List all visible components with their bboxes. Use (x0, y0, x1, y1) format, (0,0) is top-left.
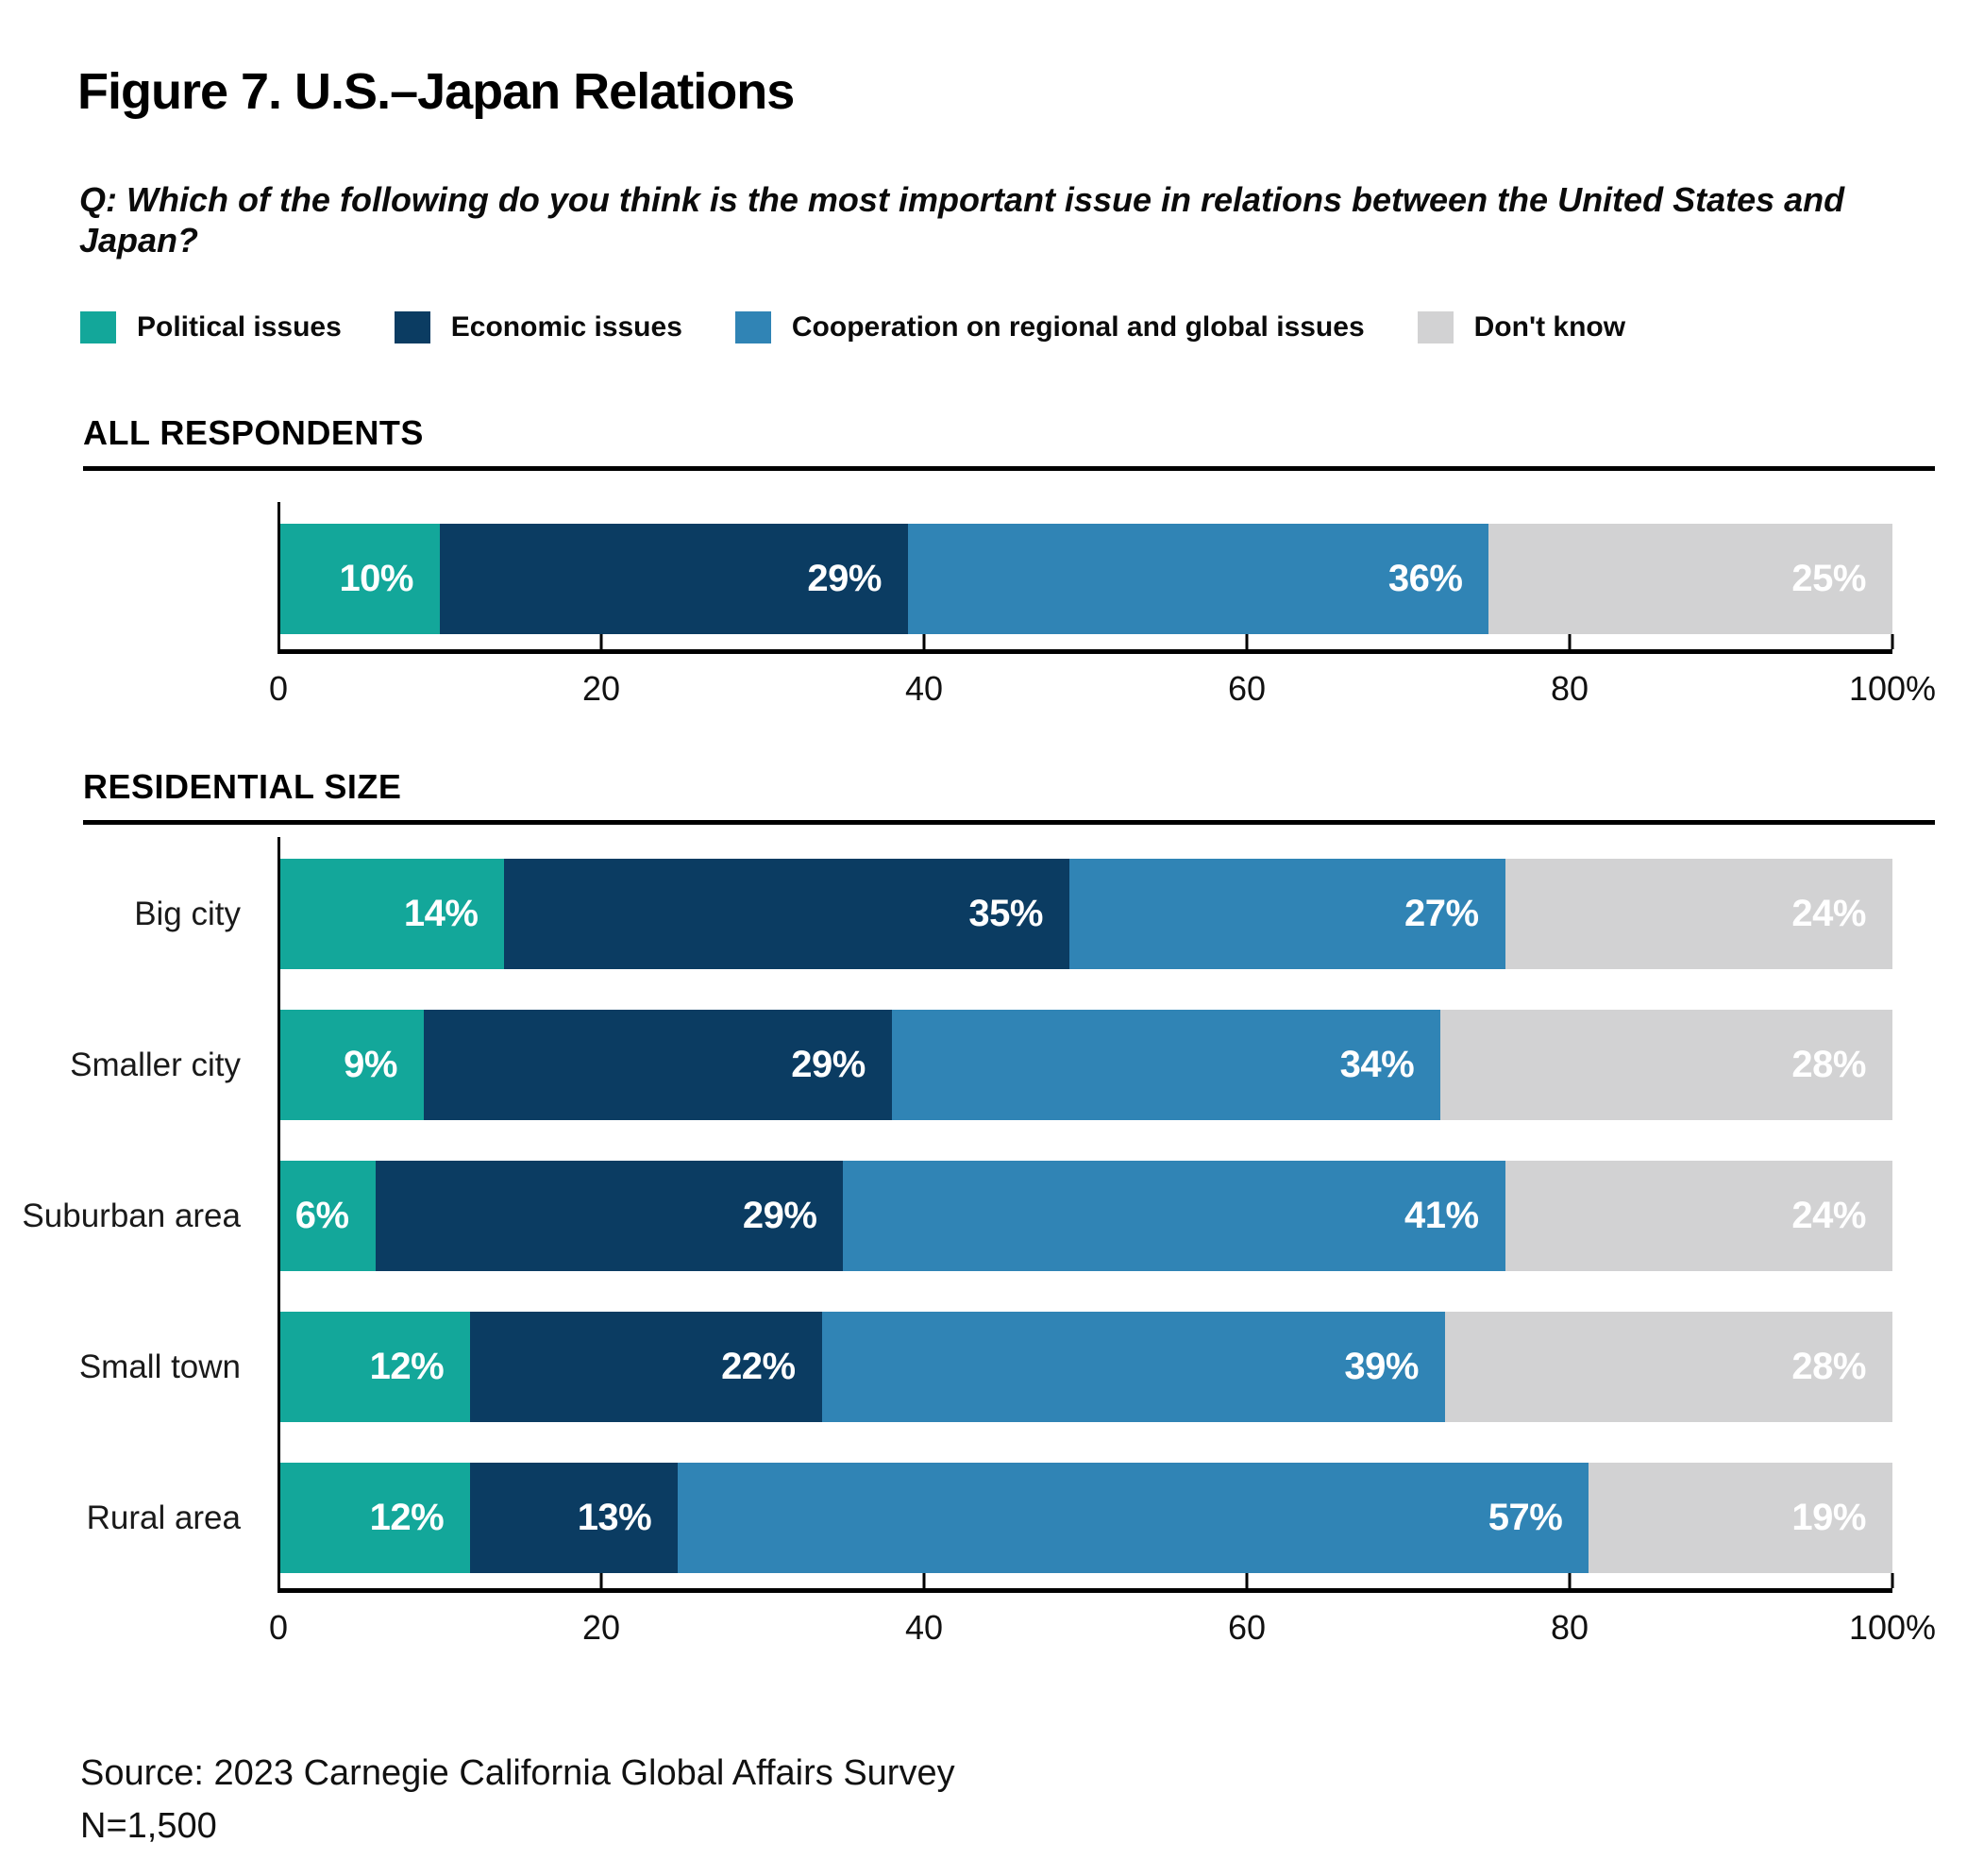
bar-segment (1505, 1161, 1892, 1271)
axis-tick-label: 60 (1227, 1608, 1267, 1648)
bar-row (86, 1463, 1892, 1573)
segment-value-label: 14% (403, 893, 479, 935)
bar-segment (376, 1161, 844, 1271)
bar-segment (1440, 1010, 1892, 1120)
axis-tick-label: 0 (268, 669, 289, 709)
bar-segment (1589, 1463, 1892, 1573)
segment-value-label: 29% (791, 1044, 866, 1086)
bar-segment (278, 1463, 470, 1573)
bar-row (278, 524, 1892, 634)
bar-segment (470, 1463, 678, 1573)
bar-segment (1069, 859, 1505, 969)
axis-tick-label: 80 (1550, 1608, 1589, 1648)
bar-row (22, 1161, 1892, 1271)
bar-segment (1505, 859, 1892, 969)
axis-tick-label: 100% (1848, 1608, 1937, 1648)
axis-tick-label: 20 (581, 669, 621, 709)
source-note (80, 1748, 1967, 1851)
axis-tick (1891, 634, 1894, 649)
bar-segment (892, 1010, 1440, 1120)
bar-segment (504, 859, 1069, 969)
axis-tick-label: 20 (581, 1608, 621, 1648)
bar-rows (22, 859, 1892, 1573)
bar-row (70, 1010, 1892, 1120)
axis-tick-label: 40 (904, 1608, 944, 1648)
legend-label-economic: Economic issues (450, 311, 682, 343)
segment-value-label: 34% (1339, 1044, 1415, 1086)
bar-rows (278, 524, 1892, 634)
bar-segment (278, 1010, 424, 1120)
segment-value-label: 12% (369, 1497, 445, 1539)
axis-zero-line (277, 502, 280, 654)
axis-tick (600, 1573, 603, 1588)
axis-zero-line (277, 837, 280, 1593)
segment-value-label: 10% (339, 558, 413, 600)
segment-value-label: 12% (369, 1346, 445, 1388)
segment-value-label: 36% (1387, 558, 1463, 600)
segment-value-label: 27% (1404, 893, 1479, 935)
axis-tick-label: 80 (1550, 669, 1589, 709)
figure-title: Figure 7. U.S.–Japan Relations (77, 63, 795, 120)
category-label: Suburban area (22, 1197, 241, 1234)
segment-value-label: 29% (742, 1195, 817, 1237)
section-header-residential-size (83, 767, 1935, 825)
bar-row (78, 1312, 1892, 1422)
category-label: Small town (78, 1348, 241, 1385)
legend-swatch-political (80, 311, 116, 343)
bar-row (134, 859, 1892, 969)
section-header-all-respondents (83, 413, 1935, 471)
axis-tick (923, 1573, 926, 1588)
segment-value-label: 9% (344, 1044, 397, 1086)
segment-value-label: 6% (294, 1195, 349, 1237)
bar-segment (470, 1312, 821, 1422)
axis-tick-label: 0 (268, 1608, 289, 1648)
segment-value-label: 25% (1791, 558, 1866, 600)
segment-value-label: 24% (1791, 1195, 1866, 1237)
segment-value-label: 22% (721, 1346, 796, 1388)
bar-segment (440, 524, 908, 634)
axis-tick-label: 60 (1227, 669, 1267, 709)
segment-value-label: 35% (968, 893, 1043, 935)
chart-all-respondents (268, 524, 1937, 729)
bar-segment (278, 859, 504, 969)
axis-tick (1891, 1573, 1894, 1588)
bar-segment (678, 1463, 1589, 1573)
bar-segment (278, 1161, 376, 1271)
source-line: Source: 2023 Carnegie California Global Affairs Survey (80, 1753, 955, 1794)
bar-segment (822, 1312, 1445, 1422)
bar-segment (424, 1010, 892, 1120)
legend-item-dont-know (1418, 311, 1625, 343)
bar-segment (278, 1312, 470, 1422)
legend-swatch-cooperation (735, 311, 771, 343)
legend-item-cooperation (735, 311, 1365, 343)
segment-value-label: 24% (1791, 893, 1866, 935)
axis-tick-label: 40 (904, 669, 944, 709)
legend-label-dont-know: Don't know (1473, 311, 1626, 343)
category-label: Smaller city (70, 1046, 241, 1083)
bar-segment (1445, 1312, 1892, 1422)
segment-value-label: 28% (1791, 1044, 1866, 1086)
legend-item-economic (395, 311, 682, 343)
axis-tick (1246, 1573, 1249, 1588)
legend-label-political: Political issues (137, 311, 342, 343)
axis-tick (600, 634, 603, 649)
segment-value-label: 29% (807, 558, 882, 600)
axis-tick (1246, 634, 1249, 649)
section-heading-text: ALL RESPONDENTS (83, 413, 424, 453)
legend-label-cooperation: Cooperation on regional and global issues (791, 311, 1365, 343)
axis-tick (1569, 1573, 1572, 1588)
segment-value-label: 39% (1344, 1346, 1419, 1388)
axis-tick-label: 100% (1848, 669, 1937, 709)
legend-item-political (80, 311, 342, 343)
legend-swatch-economic (395, 311, 430, 343)
x-axis (268, 1588, 1937, 1668)
legend-swatch-dont-know (1418, 311, 1454, 343)
chart-residential-size (22, 859, 1937, 1668)
segment-value-label: 19% (1791, 1497, 1866, 1539)
legend (80, 311, 1967, 343)
category-label: Rural area (86, 1499, 241, 1536)
bar-segment (908, 524, 1489, 634)
category-label: Big city (134, 895, 241, 932)
survey-question: Q: Which of the following do you think is the most important issue in relations between the United States and Japan? (79, 180, 1845, 260)
segment-value-label: 28% (1791, 1346, 1866, 1388)
segment-value-label: 13% (577, 1497, 652, 1539)
bar-segment (1488, 524, 1892, 634)
section-heading-text: RESIDENTIAL SIZE (83, 767, 402, 807)
axis-tick (1569, 634, 1572, 649)
x-axis (268, 649, 1937, 729)
axis-tick (923, 634, 926, 649)
bar-segment (843, 1161, 1505, 1271)
bar-segment (278, 524, 440, 634)
sample-size: N=1,500 (80, 1805, 217, 1846)
segment-value-label: 57% (1488, 1497, 1563, 1539)
segment-value-label: 41% (1404, 1195, 1479, 1237)
